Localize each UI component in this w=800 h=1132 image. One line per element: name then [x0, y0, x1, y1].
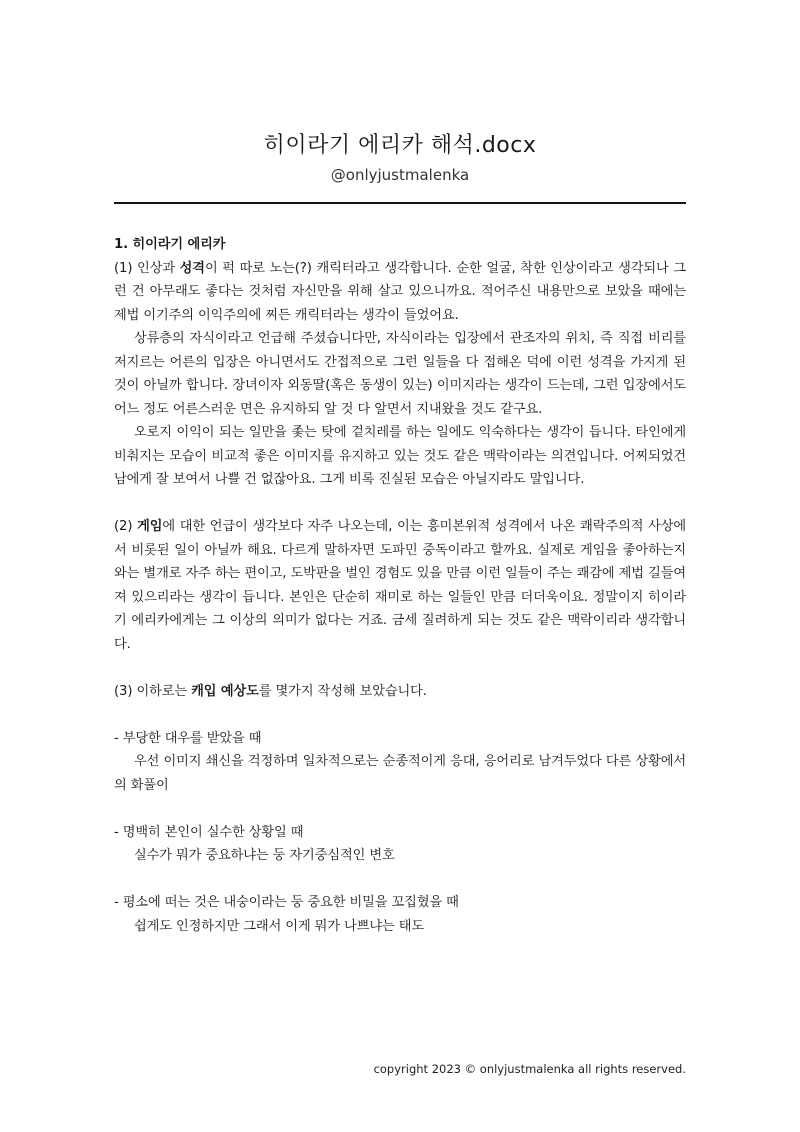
author-handle: @onlyjustmalenka: [330, 166, 470, 184]
copyright-footer: copyright 2023 © onlyjustmalenka all rights reserved.: [373, 1062, 686, 1076]
section-heading: 1. 히이라기 에리카: [114, 237, 226, 252]
paragraph-games: (2) 게임에 대한 언급이 생각보다 자주 나오는데, 이는 흥미본위적 성격에서 나온 쾌락주의적 사상에서 비롯된 일이 아닐까 해요. 다르게 말하자면 도파민 중독이라고 할까요. 실제로 게임을 좋아하는지와는 별개로 자주 하는 편이고, 도박판을 벌인 경험도 있을 만큼 이런 일들이 주는 쾌감에 제법 길들여져 있으리라는 생각이 듭니다. 본인은 단순히 재미로 하는 일들인 만큼 더더욱이요. 정말이지 히이라기 에리카에게는 그 이상의 의미가 없다는 거죠. 금세 질려하게 되는 것도 같은 맥락이리라 생각합니다.: [114, 519, 686, 652]
list-item-body: 우선 이미지 쇄신을 걱정하며 일차적으로는 순종적이게 응대, 응어리로 남겨두었다 다른 상황에서의 화풀이: [114, 754, 686, 793]
document-body: [114, 233, 686, 938]
paragraph-appearance: 오로지 이익이 되는 일만을 좇는 탓에 겉치레를 하는 일에도 익숙하다는 생각이 듭니다. 타인에게 비춰지는 모습이 비교적 좋은 이미지를 유지하고 있는 것도 같은 맥락이라는 의견입니다. 어찌되었건 남에게 잘 보여서 나쁠 건 없잖아요. 그게 비록 진실된 모습은 아닐지라도 말입니다.: [114, 425, 686, 487]
list-item: [114, 727, 686, 798]
paragraph-upbringing: 상류층의 자식이라고 언급해 주셨습니다만, 자식이라는 입장에서 관조자의 위치, 즉 직접 비리를 저지르는 어른의 입장은 아니면서도 간접적으로 그런 일들을 다 접해온 덕에 이런 성격을 가지게 된 것이 아닐까 합니다. 장녀이자 외동딸(혹은 동생이 있는) 이미지라는 생각이 드는데, 그런 입장에서도 어느 정도 어른스러운 면은 유지하되 알 것 다 알면서 지내왔을 것도 같구요.: [114, 331, 686, 417]
header-divider: [114, 202, 686, 204]
document-title: 히이라기 에리카 해석.docx: [263, 133, 537, 158]
list-item-heading: - 부당한 대우를 받았을 때: [114, 730, 262, 746]
paragraph-personality: (1) 인상과 성격이 퍽 따로 노는(?) 캐릭터라고 생각합니다. 순한 얼굴, 착한 인상이라고 생각되나 그런 건 아무래도 좋다는 것처럼 자신만을 위해 살고 있으니까요. 적어주신 내용만으로 보았을 때에는 제법 이기주의 이익주의에 찌든 캐릭터라는 생각이 들었어요.: [114, 260, 686, 323]
list-item: [114, 891, 686, 938]
paragraph-roleplay-intro: (3) 이하로는 캐입 예상도를 몇가지 작성해 보았습니다.: [114, 683, 427, 699]
list-item-heading: - 명백히 본인이 실수한 상황일 때: [114, 824, 304, 840]
list-item: [114, 821, 686, 868]
list-item-heading: - 평소에 떠는 것은 내숭이라는 둥 중요한 비밀을 꼬집혔을 때: [114, 895, 459, 910]
list-item-body: 실수가 뭐가 중요하냐는 둥 자기중심적인 변호: [134, 848, 395, 863]
list-item-body: 쉽게도 인정하지만 그래서 이게 뭐가 나쁘냐는 태도: [134, 918, 424, 934]
